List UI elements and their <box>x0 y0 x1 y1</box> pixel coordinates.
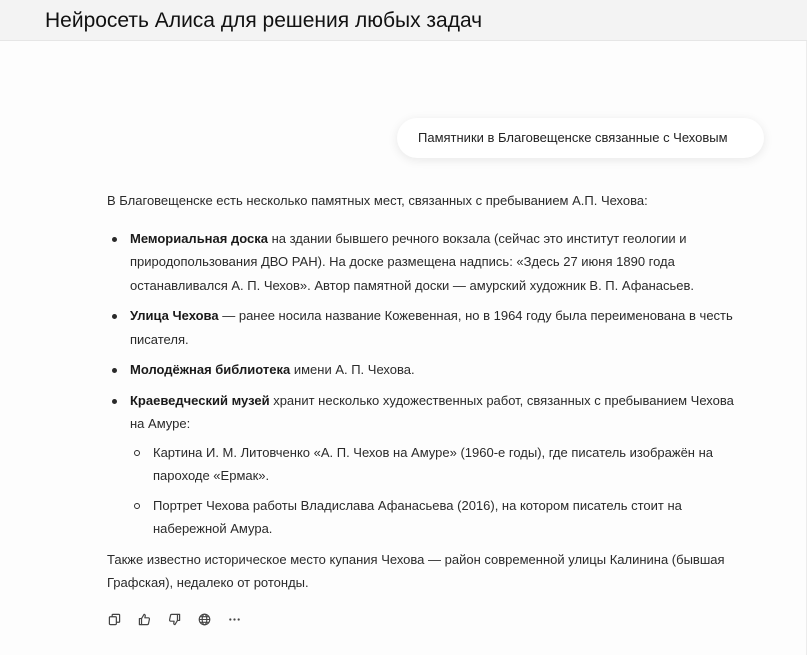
page-title: Нейросеть Алиса для решения любых задач <box>45 9 483 32</box>
more-icon <box>228 613 241 626</box>
list-item <box>107 389 747 541</box>
thumbs-down-icon <box>168 613 181 626</box>
sub-list <box>130 441 747 541</box>
user-message-bubble: Памятники в Благовещенске связанные с Чеховым <box>397 118 764 158</box>
globe-icon <box>198 613 211 626</box>
answer-list <box>107 227 747 541</box>
answer-actions <box>106 611 242 627</box>
chat-area <box>0 41 807 655</box>
sub-list-item: Картина И. М. Литовченко «А. П. Чехов на Амуре» (1960-е годы), где писатель изображён на пароходе «Ермак». <box>130 441 747 488</box>
copy-button[interactable] <box>106 611 122 627</box>
web-search-button[interactable] <box>196 611 212 627</box>
list-item-title: Краеведческий музей <box>130 392 270 408</box>
more-button[interactable] <box>226 611 242 627</box>
list-item-text: — ранее носила название Кожевенная, но в 1964 году была переименована в честь писателя. <box>130 308 733 347</box>
dislike-button[interactable] <box>166 611 182 627</box>
list-item-title: Молодёжная библиотека <box>130 362 291 377</box>
answer-intro: В Благовещенске есть несколько памятных мест, связанных с пребыванием А.П. Чехова: <box>107 193 648 208</box>
thumbs-up-icon <box>138 613 151 626</box>
list-item-text: на здании бывшего речного вокзала (сейчас это институт геологии и природопользования ДВО РАН). На доске размещена надпись: «Здесь 27 июня 1890 года останавливался А. П. Чехов». Автор памятной доски — амурский художник В. П. Афанасьев. <box>130 230 695 293</box>
list-item-title: Улица Чехова <box>130 308 219 323</box>
top-bar <box>0 0 807 41</box>
list-item-title: Мемориальная доска <box>130 230 268 246</box>
assistant-answer <box>107 189 747 595</box>
list-item <box>107 227 747 298</box>
sub-list-item: Портрет Чехова работы Владислава Афанасьева (2016), на котором писатель стоит на набережной Амура. <box>130 494 747 541</box>
list-item <box>107 358 747 382</box>
answer-outro: Также известно историческое место купания Чехова — район современной улицы Калинина (бывшая Графская), недалеко от ротонды. <box>107 551 725 590</box>
like-button[interactable] <box>136 611 152 627</box>
list-item <box>107 304 747 351</box>
list-item-text: имени А. П. Чехова. <box>290 362 415 377</box>
list-item-text: хранит несколько художественных работ, связанных с пребыванием Чехова на Амуре: <box>130 392 734 431</box>
copy-icon <box>108 613 121 626</box>
